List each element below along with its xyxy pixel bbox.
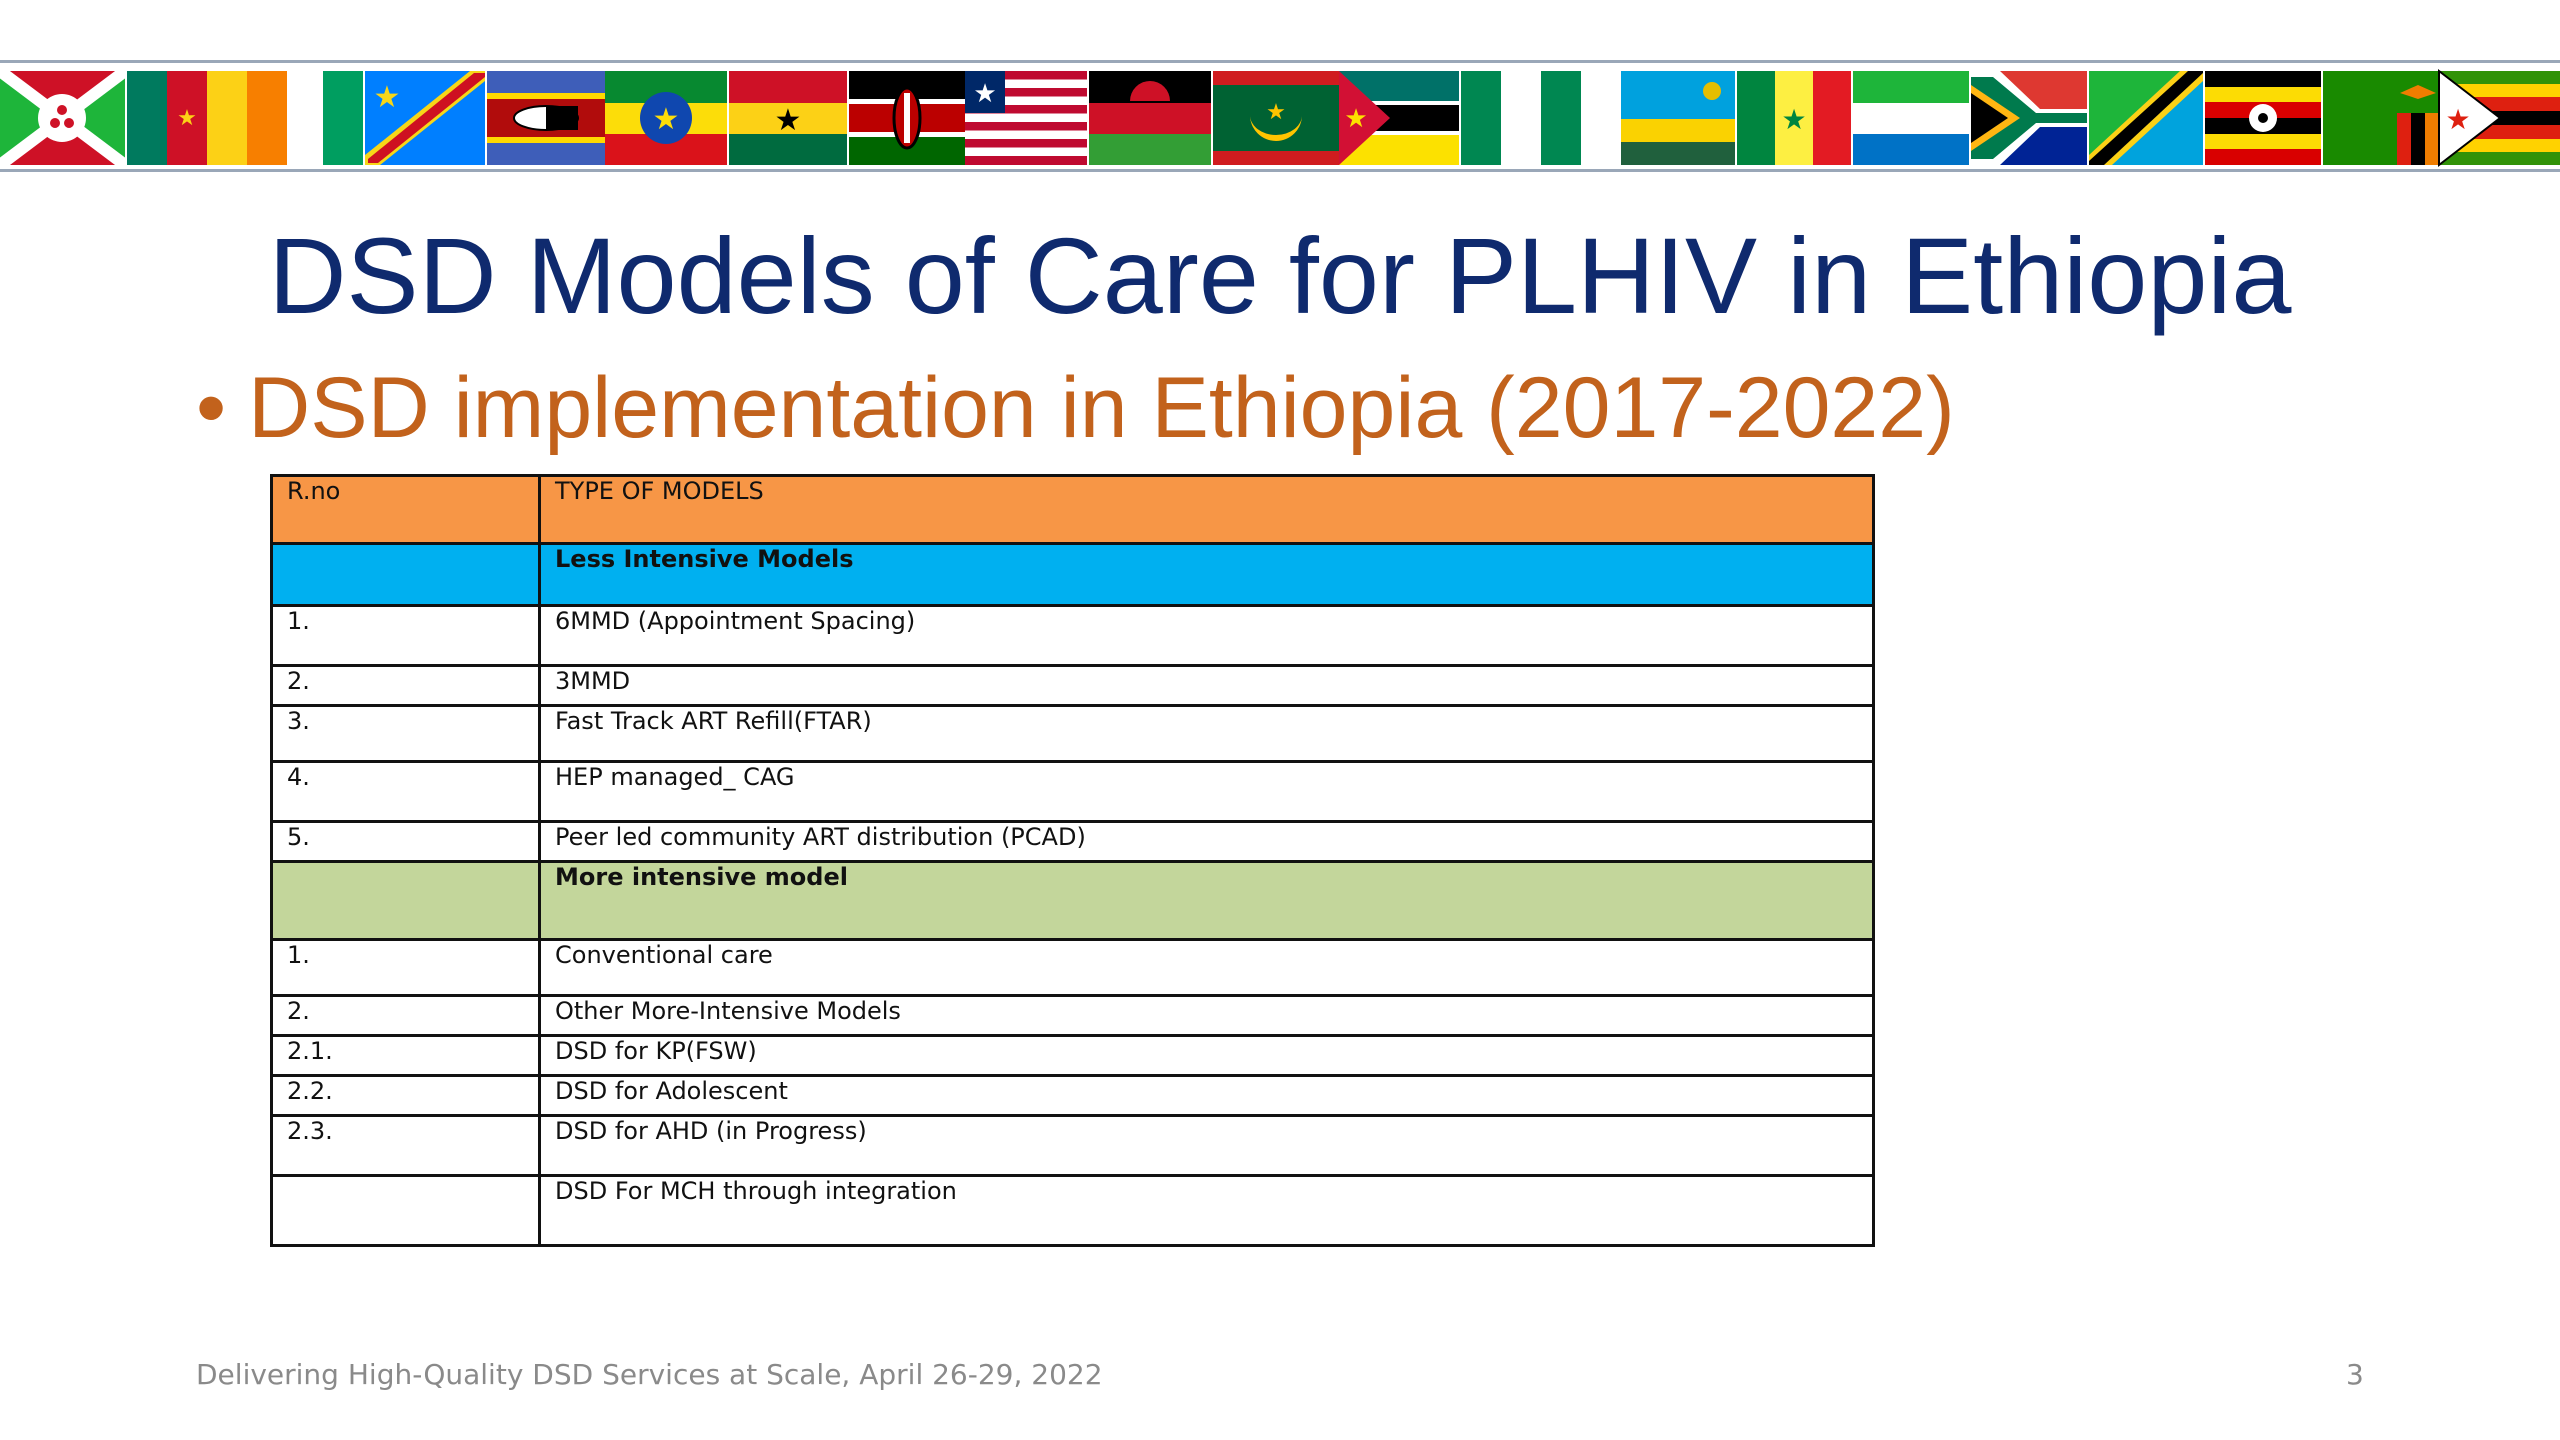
table-row <box>272 1076 1874 1116</box>
bullet-point <box>196 360 1955 456</box>
south-africa-flag <box>1971 71 2087 165</box>
table-row <box>272 1116 1874 1176</box>
uganda-flag <box>2205 71 2321 165</box>
sierra-leone-flag <box>1853 71 1969 165</box>
zambia-flag <box>2323 71 2439 165</box>
section-label-more-intensive: More intensive model <box>540 862 1874 940</box>
ethiopia-flag <box>605 71 727 165</box>
burundi-flag <box>0 71 125 165</box>
column-header-type: TYPE OF MODELS <box>540 476 1874 544</box>
cameroon-flag <box>127 71 247 165</box>
drc-flag <box>365 71 485 165</box>
row-model: DSD for KP(FSW) <box>540 1036 1874 1076</box>
section-label-less-intensive: Less Intensive Models <box>540 544 1874 606</box>
row-number: 2.2. <box>272 1076 540 1116</box>
mauritania-flag <box>1213 71 1339 165</box>
row-number: 1. <box>272 606 540 666</box>
table-row <box>272 822 1874 862</box>
ghana-flag <box>729 71 847 165</box>
cote-divoire-flag <box>247 71 363 165</box>
malawi-flag <box>1089 71 1211 165</box>
row-number: 2. <box>272 996 540 1036</box>
section-row-less-intensive <box>272 544 1874 606</box>
svg-text:★: ★ <box>373 80 401 115</box>
row-number: 1. <box>272 940 540 996</box>
tanzania-flag <box>2089 71 2203 165</box>
row-model: 6MMD (Appointment Spacing) <box>540 606 1874 666</box>
column-header-rno: R.no <box>272 476 540 544</box>
nigeria-flag <box>1461 71 1581 165</box>
country-flags-banner <box>0 60 2560 172</box>
svg-text:★: ★ <box>177 106 197 131</box>
svg-text:★: ★ <box>774 103 802 138</box>
bullet-text: DSD implementation in Ethiopia (2017-2022) <box>248 360 1955 456</box>
eswatini-flag <box>487 71 605 165</box>
dsd-models-table <box>270 474 1875 1247</box>
row-model: DSD For MCH through integration <box>540 1176 1874 1246</box>
senegal-flag <box>1737 71 1851 165</box>
table-row <box>272 996 1874 1036</box>
row-number: 2.1. <box>272 1036 540 1076</box>
row-number: 5. <box>272 822 540 862</box>
page-number: 3 <box>2346 1358 2364 1391</box>
liberia-flag <box>965 71 1087 165</box>
svg-text:★: ★ <box>973 79 997 109</box>
row-number: 2.3. <box>272 1116 540 1176</box>
table-row <box>272 1176 1874 1246</box>
slide-title: DSD Models of Care for PLHIV in Ethiopia <box>268 215 2292 336</box>
bullet-marker: • <box>196 360 227 456</box>
svg-text:★: ★ <box>1266 100 1286 125</box>
table-row <box>272 666 1874 706</box>
svg-text:★: ★ <box>1781 103 1807 136</box>
row-model: Other More-Intensive Models <box>540 996 1874 1036</box>
row-model: HEP managed_ CAG <box>540 762 1874 822</box>
row-number: 3. <box>272 706 540 762</box>
row-model: 3MMD <box>540 666 1874 706</box>
row-number: 4. <box>272 762 540 822</box>
svg-text:★: ★ <box>1344 104 1368 134</box>
row-model: Fast Track ART Refill(FTAR) <box>540 706 1874 762</box>
section-row-more-intensive <box>272 862 1874 940</box>
row-model: DSD for AHD (in Progress) <box>540 1116 1874 1176</box>
row-model: Conventional care <box>540 940 1874 996</box>
row-model: Peer led community ART distribution (PCAD) <box>540 822 1874 862</box>
zimbabwe-flag <box>2439 71 2560 165</box>
row-number: 2. <box>272 666 540 706</box>
table-row <box>272 940 1874 996</box>
row-number <box>272 1176 540 1246</box>
table-row <box>272 706 1874 762</box>
footer-text: Delivering High-Quality DSD Services at Scale, April 26-29, 2022 <box>196 1358 1103 1391</box>
table-row <box>272 762 1874 822</box>
svg-text:★: ★ <box>2445 103 2471 136</box>
rwanda-flag <box>1621 71 1735 165</box>
table-header-row <box>272 476 1874 544</box>
table-row <box>272 1036 1874 1076</box>
row-model: DSD for Adolescent <box>540 1076 1874 1116</box>
table-row <box>272 606 1874 666</box>
svg-text:★: ★ <box>652 102 680 137</box>
mozambique-flag <box>1339 71 1459 165</box>
kenya-flag <box>849 71 965 165</box>
